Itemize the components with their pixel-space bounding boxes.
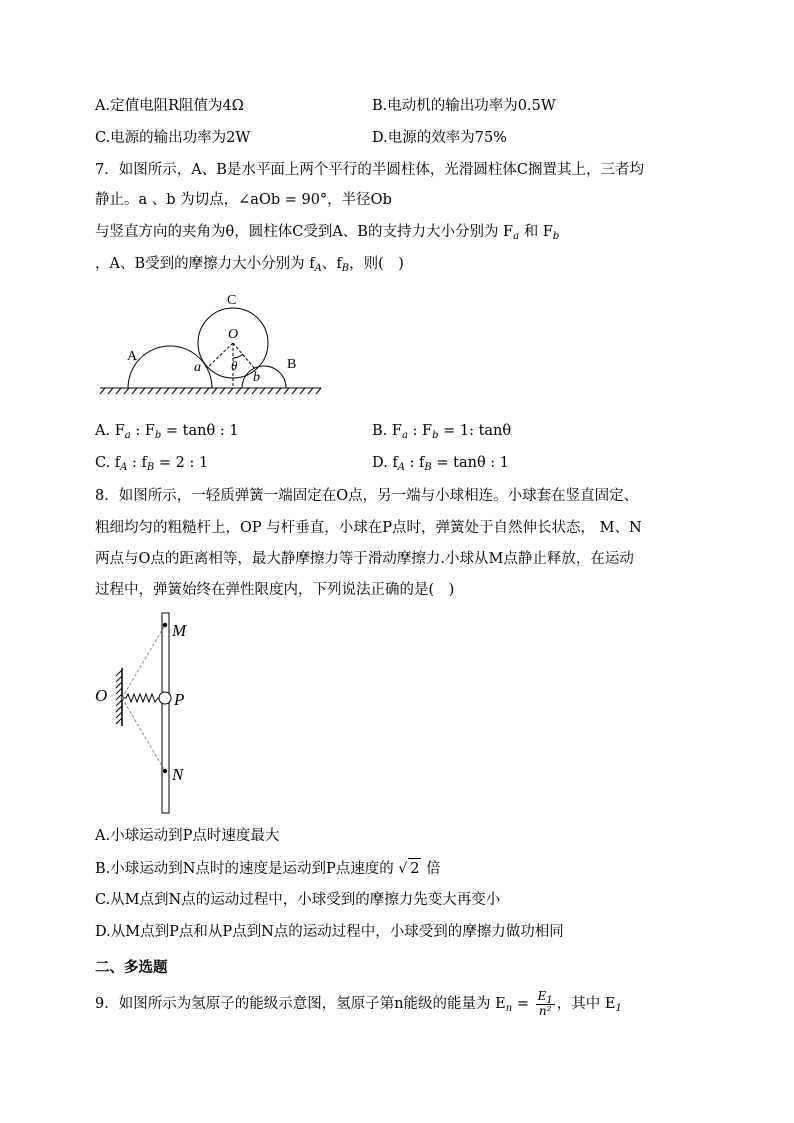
q7-option-a bbox=[95, 421, 239, 443]
q9-num-sub: 1 bbox=[546, 995, 553, 1006]
q9-pre: 9．如图所示为氢原子的能级示意图，氢原子第n能级的能量为 E bbox=[95, 996, 506, 1012]
q7-optD-mid: : f bbox=[404, 455, 425, 471]
q7-optC-post: = 2 : 1 bbox=[154, 455, 209, 471]
q7-stem-line1: 7．如图所示，A、B是水平面上两个平行的半圆柱体，光滑圆柱体C搁置其上，三者均 bbox=[95, 162, 644, 178]
q7-figure bbox=[97, 290, 327, 400]
q7-line3-sub2: b bbox=[552, 231, 560, 242]
label-c: C bbox=[227, 293, 237, 308]
dashed-om bbox=[122, 625, 165, 698]
q7-line4-text-mid: 、f bbox=[321, 256, 342, 272]
q7-line3-text-a: 与竖直方向的夹角为θ，圆柱体C受到A、B的支持力大小分别为 F bbox=[95, 224, 514, 240]
q7-optA-post: = tanθ : 1 bbox=[161, 423, 239, 439]
q7-stem-line2: 静止。a 、b 为切点，∠aOb = 90°，半径Ob bbox=[95, 192, 392, 208]
q7-optC-pre: C. f bbox=[95, 455, 121, 471]
q9-num-e: E bbox=[537, 989, 547, 1003]
q7-line4-text-a: ，A、B受到的摩擦力大小分别为 f bbox=[95, 256, 315, 272]
q9-frac-num bbox=[536, 990, 555, 1005]
q7-option-c bbox=[95, 453, 208, 475]
q7-option-b bbox=[372, 421, 511, 443]
q7-optD-sub1: A bbox=[397, 462, 405, 473]
label-tangent-a: a bbox=[194, 360, 201, 375]
q7-optB-sub2: b bbox=[432, 430, 439, 441]
label-m: M bbox=[172, 621, 187, 640]
q7-optD-post: = tanθ : 1 bbox=[431, 455, 510, 471]
wall-hatch bbox=[116, 670, 122, 724]
q7-optB-sub1: a bbox=[401, 430, 408, 441]
ground-hatch bbox=[100, 388, 321, 394]
q8-optB-pre: B.小球运动到N点时的速度是运动到P点速度的 bbox=[95, 861, 399, 877]
spring bbox=[122, 694, 160, 702]
q8-option-d: D.从M点到P点和从P点到N点的运动过程中，小球受到的摩擦力做功相同 bbox=[95, 924, 564, 940]
q6-option-a: A.定值电阻R阻值为4Ω bbox=[95, 98, 244, 114]
section-heading-multi-choice: 二、多选题 bbox=[95, 959, 168, 976]
q8-stem-line4: 过程中，弹簧始终在弹性限度内，下列说法正确的是( ) bbox=[95, 582, 455, 598]
q9-stem bbox=[95, 990, 622, 1018]
label-n: N bbox=[172, 765, 184, 784]
q7-line4-text-b: ，则( ) bbox=[349, 256, 404, 272]
q6-option-b: B.电动机的输出功率为0.5W bbox=[372, 98, 556, 114]
q9-sub-n: n bbox=[505, 1003, 513, 1014]
radius-oa bbox=[209, 343, 233, 366]
q7-optA-sub1: a bbox=[124, 430, 131, 441]
q8-option-a: A.小球运动到P点时速度最大 bbox=[95, 828, 280, 844]
q7-line4-sub2: B bbox=[341, 263, 350, 274]
point-n bbox=[163, 769, 167, 773]
label-b-cyl: B bbox=[287, 357, 297, 372]
q7-optC-mid: : f bbox=[127, 455, 147, 471]
q9-post: ，其中 E bbox=[556, 996, 616, 1012]
half-cylinder-b bbox=[242, 366, 286, 388]
q8-stem-line3: 两点与O点的距离相等，最大静摩擦力等于滑动摩擦力.小球从M点静止释放，在运动 bbox=[95, 551, 634, 567]
q9-post-sub: 1 bbox=[615, 1003, 622, 1014]
q7-optB-pre: B. F bbox=[372, 423, 402, 439]
q7-line4-sub1: A bbox=[314, 263, 322, 274]
q6-option-c: C.电源的输出功率为2W bbox=[95, 130, 251, 146]
q8-figure bbox=[94, 608, 214, 818]
label-p: P bbox=[174, 690, 185, 709]
q8-option-c: C.从M点到N点的运动过程中，小球受到的摩擦力先变大再变小 bbox=[95, 892, 501, 908]
label-a-cyl: A bbox=[127, 349, 138, 364]
q7-optA-sub2: b bbox=[154, 430, 162, 441]
label-theta: θ bbox=[231, 358, 238, 373]
q7-optC-sub2: B bbox=[146, 462, 155, 473]
q7-optA-pre: A. F bbox=[95, 423, 125, 439]
q7-optC-sub1: A bbox=[120, 462, 128, 473]
dashed-on bbox=[122, 698, 165, 771]
ball bbox=[159, 692, 171, 704]
q9-eq: = bbox=[512, 996, 534, 1012]
q8-option-b bbox=[95, 858, 441, 879]
q7-optB-mid: : F bbox=[407, 423, 433, 439]
q7-optA-mid: : F bbox=[130, 423, 155, 439]
q7-option-d bbox=[372, 453, 509, 475]
q7-stem-line4 bbox=[95, 254, 404, 276]
q9-fraction bbox=[536, 990, 555, 1018]
point-m bbox=[163, 623, 167, 627]
q7-stem-line3 bbox=[95, 222, 559, 244]
q9-frac-den: n² bbox=[538, 1004, 552, 1018]
q7-optD-sub2: B bbox=[424, 462, 432, 473]
q7-line3-sub1: a bbox=[513, 231, 520, 242]
vertical-rod bbox=[162, 613, 169, 813]
label-tangent-b: b bbox=[253, 370, 260, 385]
q8-stem-line1: 8．如图所示，一轻质弹簧一端固定在O点，另一端与小球相连。小球套在竖直固定、 bbox=[95, 488, 639, 504]
label-o: O bbox=[95, 686, 108, 705]
q8-optB-post: 倍 bbox=[421, 861, 441, 877]
q8-optB-radicand: 2 bbox=[408, 858, 421, 879]
q7-optB-post: = 1: tanθ bbox=[438, 423, 512, 439]
q8-stem-line2: 粗细均匀的粗糙杆上，OP 与杆垂直，小球在P点时，弹簧处于自然伸长状态， M、N bbox=[95, 520, 642, 536]
q7-line3-text-b: 和 F bbox=[519, 224, 553, 240]
label-o: O bbox=[228, 327, 239, 342]
sqrt-sign: √ bbox=[398, 861, 408, 877]
q7-optD-pre: D. f bbox=[372, 455, 398, 471]
q6-option-d: D.电源的效率为75% bbox=[372, 130, 507, 146]
